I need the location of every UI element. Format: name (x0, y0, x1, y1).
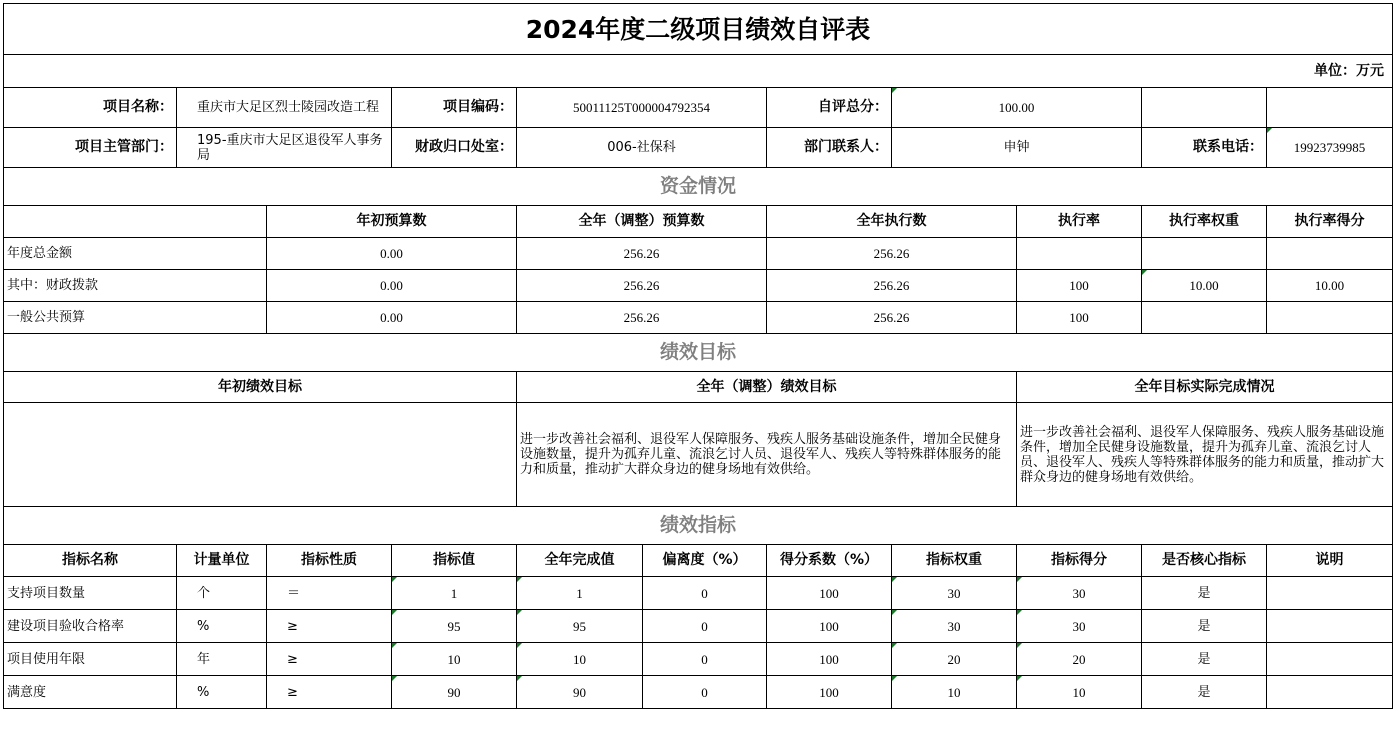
self-evaluation-sheet (3, 3, 1392, 729)
total-score-value: 100.00 (892, 88, 1142, 128)
indicator-target: 1 (392, 577, 517, 610)
dept-value: 195-重庆市大足区退役军人事务局 (177, 128, 392, 168)
indicator-note (1267, 610, 1393, 643)
goals-header-adjusted: 全年（调整）绩效目标 (517, 372, 1017, 403)
funds-initial-value: 0.00 (267, 302, 517, 334)
funds-header-row (4, 206, 1393, 238)
funds-row-label: 一般公共预算 (4, 302, 267, 334)
empty-cell (1267, 88, 1393, 128)
indicator-actual: 95 (517, 610, 643, 642)
indicator-core: 是 (1142, 577, 1267, 610)
ind-header-core: 是否核心指标 (1142, 545, 1267, 577)
indicator-weight: 20 (892, 643, 1017, 676)
funds-header-adjusted: 全年（调整）预算数 (517, 206, 767, 238)
indicator-score: 10 (1017, 676, 1142, 709)
initial-goal-text (4, 403, 517, 507)
page-title: 2024年度二级项目绩效自评表 (4, 4, 1393, 55)
ind-header-target: 指标值 (392, 545, 517, 577)
funds-executed-value: 256.26 (767, 302, 1017, 334)
ind-header-score: 指标得分 (1017, 545, 1142, 577)
indicator-core: 是 (1142, 676, 1267, 709)
funds-header-weight: 执行率权重 (1142, 206, 1267, 238)
indicator-nature: ＝ (267, 577, 392, 610)
funds-score-value (1267, 302, 1393, 334)
contact-label: 部门联系人： (767, 128, 892, 168)
indicator-coef: 100 (767, 676, 892, 709)
funds-header-score: 执行率得分 (1267, 206, 1393, 238)
project-code-value: 50011125T000004792354 (517, 88, 767, 128)
contact-value: 申钟 (892, 128, 1142, 168)
funds-initial-value: 0.00 (267, 238, 517, 270)
indicator-deviation: 0 (701, 651, 708, 667)
finance-office-label: 财政归口处室： (392, 128, 517, 168)
indicator-score: 30 (1017, 577, 1142, 610)
evaluation-table (3, 3, 1393, 709)
indicator-row (4, 610, 1393, 643)
indicator-score: 30 (1017, 610, 1142, 643)
funds-row (4, 238, 1393, 270)
ind-header-actual: 全年完成值 (517, 545, 643, 576)
funds-header-executed: 全年执行数 (767, 206, 1017, 238)
phone-value: 19923739985 (1267, 128, 1393, 168)
indicators-header-row (4, 545, 1393, 577)
indicator-actual-group (517, 577, 767, 610)
ind-header-coef: 得分系数（%） (767, 545, 892, 577)
funds-row (4, 270, 1393, 302)
indicator-target: 10 (392, 643, 517, 676)
goals-section-title: 绩效目标 (4, 334, 1393, 372)
funds-score-value: 10.00 (1267, 270, 1393, 302)
ind-header-nature: 指标性质 (267, 545, 392, 577)
goals-header-row (4, 372, 1393, 403)
project-name-label: 项目名称： (4, 88, 177, 128)
indicator-note (1267, 643, 1393, 676)
funds-weight-value: 10.00 (1142, 270, 1267, 302)
project-code-label: 项目编码： (392, 88, 517, 128)
funds-executed-value: 256.26 (767, 270, 1017, 302)
indicator-row (4, 643, 1393, 676)
indicator-actual: 90 (517, 676, 643, 708)
funds-initial-value: 0.00 (267, 270, 517, 302)
indicator-coef: 100 (767, 643, 892, 676)
indicator-unit: 年 (177, 643, 267, 676)
indicator-core: 是 (1142, 643, 1267, 676)
indicator-nature: ≥ (267, 676, 392, 709)
indicator-unit: 个 (177, 577, 267, 610)
funds-weight-value (1142, 238, 1267, 270)
ind-header-weight: 指标权重 (892, 545, 1017, 577)
indicator-name: 项目使用年限 (4, 643, 177, 676)
funds-adjusted-value: 256.26 (517, 302, 767, 334)
project-info-row-1 (4, 88, 1393, 128)
total-score-label: 自评总分： (767, 88, 892, 128)
indicator-actual: 1 (517, 577, 643, 609)
indicator-name: 建设项目验收合格率 (4, 610, 177, 643)
project-name-value: 重庆市大足区烈士陵园改造工程 (177, 88, 392, 128)
indicator-nature: ≥ (267, 610, 392, 643)
indicator-row (4, 577, 1393, 610)
indicator-coef: 100 (767, 610, 892, 643)
indicator-core: 是 (1142, 610, 1267, 643)
dept-label: 项目主管部门： (4, 128, 177, 168)
ind-header-actual-group (517, 545, 767, 577)
indicator-actual-group (517, 610, 767, 643)
goals-header-initial: 年初绩效目标 (4, 372, 517, 403)
funds-rate-value: 100 (1017, 270, 1142, 302)
indicator-name: 支持项目数量 (4, 577, 177, 610)
indicator-target: 90 (392, 676, 517, 709)
indicator-weight: 10 (892, 676, 1017, 709)
funds-weight-value (1142, 302, 1267, 334)
indicator-name: 满意度 (4, 676, 177, 709)
indicator-weight: 30 (892, 610, 1017, 643)
ind-header-name: 指标名称 (4, 545, 177, 577)
indicator-score: 20 (1017, 643, 1142, 676)
indicator-deviation: 0 (701, 684, 708, 700)
phone-label: 联系电话： (1142, 128, 1267, 168)
indicator-target: 95 (392, 610, 517, 643)
ind-header-note: 说明 (1267, 545, 1393, 577)
empty-cell (1142, 88, 1267, 128)
funds-adjusted-value: 256.26 (517, 270, 767, 302)
indicator-unit: % (177, 676, 267, 709)
indicator-weight: 30 (892, 577, 1017, 610)
funds-executed-value: 256.26 (767, 238, 1017, 270)
ind-header-unit: 计量单位 (177, 545, 267, 577)
actual-goal-text: 进一步改善社会福利、退役军人保障服务、残疾人服务基础设施条件，增加全民健身设施数量，提升为孤弃儿童、流浪乞讨人员、退役军人、残疾人等特殊群体服务的能力和质量，推动扩大群众身边的健身场地有效供给。 (1017, 403, 1393, 507)
indicator-actual: 10 (517, 643, 643, 675)
indicator-note (1267, 676, 1393, 709)
indicator-deviation: 0 (701, 585, 708, 601)
funds-adjusted-value: 256.26 (517, 238, 767, 270)
funds-section-title: 资金情况 (4, 168, 1393, 206)
indicator-actual-group (517, 676, 767, 709)
unit-label: 单位：万元 (4, 55, 1393, 88)
adjusted-goal-text: 进一步改善社会福利、退役军人保障服务、残疾人服务基础设施条件，增加全民健身设施数量，提升为孤弃儿童、流浪乞讨人员、退役军人、残疾人等特殊群体服务的能力和质量，推动扩大群众身边的健身场地有效供给。 (517, 403, 1017, 507)
goals-row (4, 403, 1393, 507)
indicator-deviation: 0 (701, 618, 708, 634)
funds-header-initial: 年初预算数 (267, 206, 517, 238)
indicator-coef: 100 (767, 577, 892, 610)
indicators-section-title: 绩效指标 (4, 507, 1393, 545)
ind-header-deviation: 偏离度（%） (662, 552, 747, 568)
indicator-row (4, 676, 1393, 709)
funds-row-label: 其中：财政拨款 (4, 270, 267, 302)
indicator-unit: % (177, 610, 267, 643)
funds-score-value (1267, 238, 1393, 270)
funds-rate-value (1017, 238, 1142, 270)
funds-row-label: 年度总金额 (4, 238, 267, 270)
empty-cell (4, 206, 267, 238)
funds-row (4, 302, 1393, 334)
indicator-note (1267, 577, 1393, 610)
indicator-nature: ≥ (267, 643, 392, 676)
indicator-actual-group (517, 643, 767, 676)
goals-header-actual: 全年目标实际完成情况 (1017, 372, 1393, 403)
project-info-row-2 (4, 128, 1393, 168)
funds-rate-value: 100 (1017, 302, 1142, 334)
finance-office-value: 006-社保科 (517, 128, 767, 168)
funds-header-rate: 执行率 (1017, 206, 1142, 238)
